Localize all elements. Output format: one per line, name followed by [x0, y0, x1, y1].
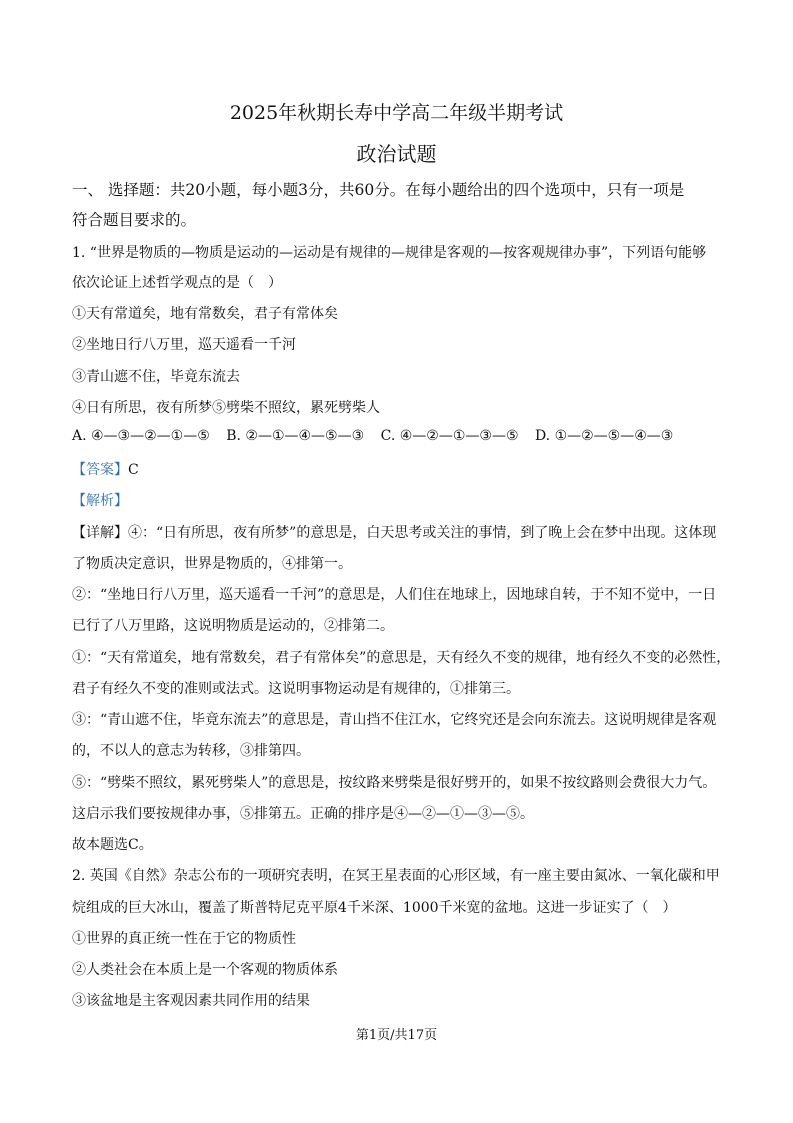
q1-stem-line2: 依次论证上述哲学观点的是（ ）	[72, 275, 282, 291]
q1-stem-line1: 1. “世界是物质的—物质是运动的—运动是有规律的—规律是客观的—按客观规律办事”，下列语句能够	[72, 245, 707, 261]
q2-item: ①世界的真正统一性在于它的物质性	[72, 931, 296, 947]
q1-options	[72, 428, 732, 444]
q2-stem-line2: 烷组成的巨大冰山，覆盖了斯普特尼克平原4千米深、1000千米宽的盆地。这进一步证实了（ ）	[72, 900, 677, 916]
answer-tag: 【答案】	[72, 462, 128, 478]
q1-item: ③青山遮不住，毕竟东流去	[72, 369, 240, 385]
q1-item: ②坐地日行八万里，巡天遥看一千河	[72, 337, 296, 353]
q1-answer	[72, 459, 732, 479]
q2-item: ③该盆地是主客观因素共同作用的结果	[72, 993, 310, 1009]
q1-option-d: D. ①—②—⑤—④—③	[534, 428, 674, 444]
exam-subject: 政治试题	[356, 142, 437, 166]
section-instruction-line1: 一、 选择题：共20小题，每小题3分，共60分。在每小题给出的四个选项中，只有一项是	[72, 181, 685, 199]
q1-option-a: A. ④—③—②—①—⑤	[72, 428, 210, 444]
q1-item: ①天有常道矣，地有常数矣，君子有常体矣	[72, 306, 338, 322]
section-instruction-line2: 符合题目要求的。	[72, 211, 197, 229]
q1-analysis-line	[72, 522, 732, 542]
q1-option-b: B. ②—①—④—⑤—③	[226, 428, 365, 444]
page-number: 第1页/共17页	[355, 1028, 438, 1043]
analysis-tag: 【解析】	[72, 493, 128, 509]
q1-option-c: C. ④—②—①—③—⑤	[380, 428, 519, 444]
q2-item: ②人类社会在本质上是一个客观的物质体系	[72, 962, 338, 978]
q1-item: ④日有所思，夜有所梦⑤劈柴不照纹，累死劈柴人	[72, 400, 380, 416]
q1-analysis-line: 君子有经久不变的准则或法式。这说明事物运动是有规律的，①排第三。	[72, 681, 520, 697]
q1-analysis-line: ③：“青山遮不住，毕竟东流去”的意思是，青山挡不住江水，它终究还是会向东流去。这说明规律是客观	[72, 712, 717, 728]
exam-title: 2025年秋期长寿中学高二年级半期考试	[229, 102, 564, 124]
q2-stem-line1: 2. 英国《自然》杂志公布的一项研究表明，在冥王星表面的心形区域，有一座主要由氮冰、一氧化碳和甲	[72, 868, 720, 884]
q1-analysis-line: 了物质决定意识，世界是物质的，④排第一。	[72, 556, 352, 572]
q1-conclusion: 故本题选C。	[72, 837, 153, 853]
q1-analysis-line: ⑤：“劈柴不照纹，累死劈柴人”的意思是，按纹路来劈柴是很好劈开的，如果不按纹路则会费很大力气。	[72, 775, 717, 791]
q1-analysis-line: 的，不以人的意志为转移，③排第四。	[72, 743, 310, 759]
q1-analysis-line: 已行了八万里路，这说明物质是运动的，②排第二。	[72, 618, 394, 634]
analysis-text: ④：“日有所思，夜有所梦”的意思是，白天思考或关注的事情，到了晚上会在梦中出现。这体现	[128, 525, 717, 541]
detail-tag: 【详解】	[72, 525, 128, 541]
answer-value: C	[128, 462, 139, 478]
q1-analysis-heading	[72, 490, 732, 510]
q1-analysis-line: ①：“天有常道矣，地有常数矣，君子有常体矣”的意思是，天有经久不变的规律，地有经久不变的必然性，	[72, 650, 731, 666]
q1-analysis-line: ②：“坐地日行八万里，巡天遥看一千河”的意思是，人们住在地球上，因地球自转，于不知不觉中，一日	[72, 587, 717, 603]
q1-analysis-line: 这启示我们要按规律办事，⑤排第五。正确的排序是④—②—①—③—⑤。	[72, 806, 534, 822]
